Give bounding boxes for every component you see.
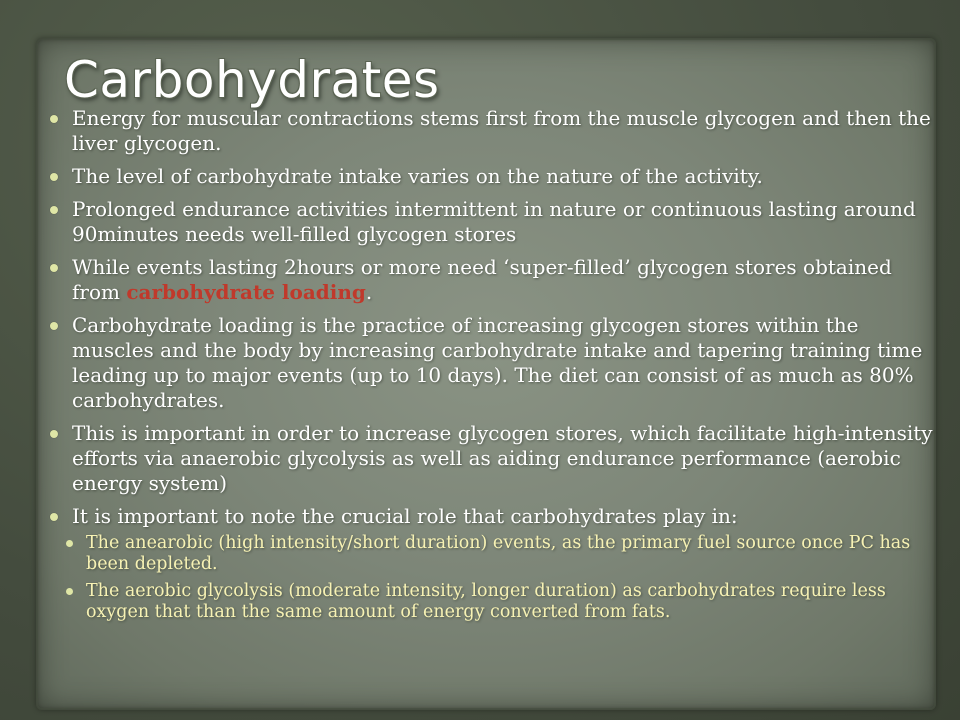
slide-title: Carbohydrates <box>64 51 440 109</box>
bullet-dot-icon <box>50 513 58 521</box>
bullet-text: The level of carbohydrate intake varies on the nature of the activity. <box>72 164 763 188</box>
sub-bullet-text: The anearobic (high intensity/short duration) events, as the primary fuel source once PC has been depleted. <box>86 533 911 574</box>
bullet-text: It is important to note the crucial role that carbohydrates play in: <box>72 504 738 528</box>
bullet-text: Carbohydrate loading is the practice of increasing glycogen stores within the muscles and the body by increasing carbohydrate intake and tapering training time leading up to major events (up to 10 days). The diet can consist of as much as 80% carbohydrates. <box>72 313 923 412</box>
bullet-list <box>46 106 936 631</box>
sub-bullet-dot-icon <box>66 588 73 595</box>
sub-bullet-text: The aerobic glycolysis (moderate intensity, longer duration) as carbohydrates require less oxygen that than the same amount of energy converted from fats. <box>86 581 886 622</box>
bullet-item-3 <box>46 197 936 247</box>
bullet-dot-icon <box>50 430 58 438</box>
bullet-dot-icon <box>50 206 58 214</box>
bullet-item-1 <box>46 106 936 156</box>
bullet-text: While events lasting 2hours or more need ‘super-filled’ glycogen stores obtained from <box>72 255 892 304</box>
bullet-item-5 <box>46 313 936 413</box>
sub-bullet-list <box>72 533 936 623</box>
bullet-text: Energy for muscular contractions stems first from the muscle glycogen and then the liver glycogen. <box>72 106 931 155</box>
bullet-dot-icon <box>50 115 58 123</box>
bullet-item-4 <box>46 255 936 305</box>
bullet-text: This is important in order to increase glycogen stores, which facilitate high-intensity efforts via anaerobic glycolysis as well as aiding endurance performance (aerobic energy system) <box>72 421 933 495</box>
sub-bullet-item-1 <box>46 533 936 575</box>
sub-bullet-item-2 <box>46 581 936 623</box>
bullet-text: Prolonged endurance activities intermittent in nature or continuous lasting around 90minutes needs well-filled glycogen stores <box>72 197 916 246</box>
bullet-dot-icon <box>50 264 58 272</box>
bullet-item-2 <box>46 164 936 189</box>
bullet-dot-icon <box>50 173 58 181</box>
sub-bullet-dot-icon <box>66 540 73 547</box>
highlighted-term: carbohydrate loading <box>126 280 366 304</box>
bullet-item-6 <box>46 421 936 496</box>
bullet-dot-icon <box>50 322 58 330</box>
bullet-item-7 <box>46 504 936 623</box>
bullet-text-end: . <box>365 280 373 304</box>
